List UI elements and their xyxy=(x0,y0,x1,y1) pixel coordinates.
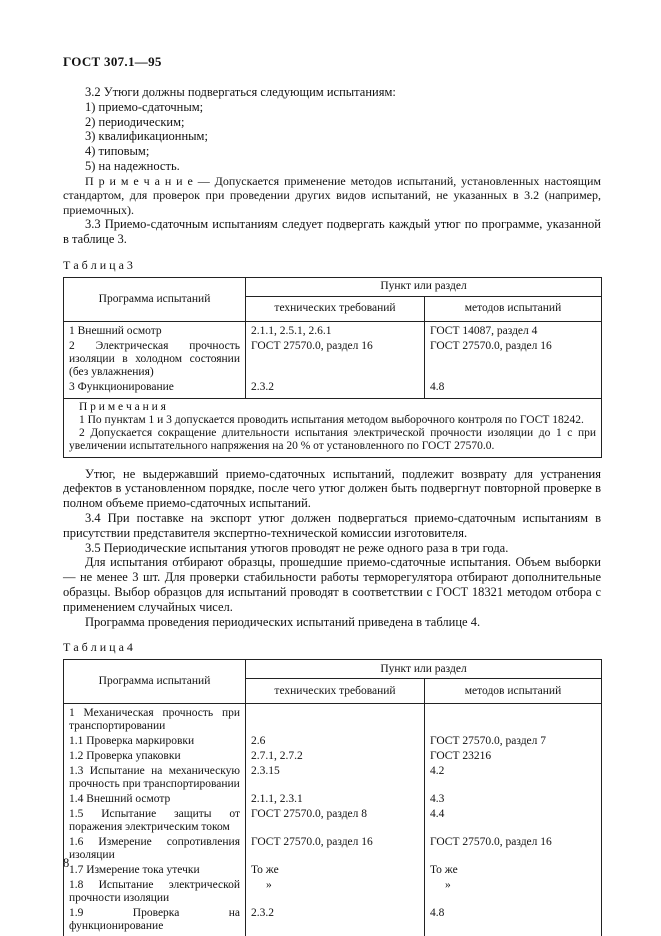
para-3-5: 3.5 Периодические испытания утюгов проводят не реже одного раза в три года. xyxy=(85,540,509,555)
cell-program: 1.2 Проверка упаковки xyxy=(64,749,246,764)
cell-method: ГОСТ 27570.0, раздел 16 xyxy=(425,835,602,863)
table-row xyxy=(64,764,602,792)
cell-tech: 2.1.1, 2.3.1 xyxy=(246,792,425,807)
cell-program: 1.9 Проверка на функционирование xyxy=(64,906,246,936)
table-row xyxy=(64,807,602,835)
cell-program: 1.6 Измерение сопротивления изоляции xyxy=(64,835,246,863)
table-row xyxy=(64,704,602,735)
list-item: 2) периодическим; xyxy=(85,114,185,129)
table-row xyxy=(64,863,602,878)
table-row xyxy=(64,835,602,863)
para-retest: Утюг, не выдержавший приемо-сдаточных испытаний, подлежит возврату для устранения дефектов в установленном порядке, после чего утюг должен быть подвергнут повторной проверке в полном объеме приемо-сдаточных испытаний. xyxy=(63,466,601,511)
cell-program: 1 Механическая прочность при транспортировании xyxy=(64,704,246,735)
table4-header-method: методов испытаний xyxy=(425,679,602,704)
test-types-list xyxy=(63,100,601,174)
cell-program: 1.4 Внешний осмотр xyxy=(64,792,246,807)
cell-method: ГОСТ 27570.0, раздел 7 xyxy=(425,734,602,749)
table-row xyxy=(64,339,602,380)
list-item: 5) на надежность. xyxy=(85,158,180,173)
cell-tech: 2.3.2 xyxy=(246,906,425,936)
cell-tech: То же xyxy=(246,863,425,878)
cell-tech: » xyxy=(246,878,425,906)
para-3-3: 3.3 Приемо-сдаточным испытаниям следует подвергать каждый утюг по программе, указанной в таблице 3. xyxy=(63,217,601,246)
table3-header-method: методов испытаний xyxy=(425,296,602,321)
cell-method: ГОСТ 14087, раздел 4 xyxy=(425,321,602,339)
list-item: 3) квалификационным; xyxy=(85,129,208,144)
page-number: 8 xyxy=(63,856,70,870)
table-row xyxy=(64,792,602,807)
table3-header-group: Пункт или раздел xyxy=(246,277,602,296)
cell-tech xyxy=(246,704,425,735)
table3 xyxy=(63,277,602,458)
cell-program: 1.3 Испытание на механическую прочность при транспортировании xyxy=(64,764,246,792)
cell-program: 2 Электрическая прочность изоляции в холодном состоянии (без увлажнения) xyxy=(64,339,246,380)
para-3-2-intro: 3.2 Утюги должны подвергаться следующим испытаниям: xyxy=(85,85,396,99)
table-row xyxy=(64,321,602,339)
table4-header-tech: технических требований xyxy=(246,679,425,704)
cell-method xyxy=(425,704,602,735)
table3-note: 2 Допускается сокращение длительности испытания электрической прочности изоляции до 1 с при увеличении испытательного напряжения на 20 % от установленного по ГОСТ 27570.0. xyxy=(69,426,597,452)
table-row xyxy=(64,734,602,749)
cell-tech: ГОСТ 27570.0, раздел 8 xyxy=(246,807,425,835)
cell-method: 4.8 xyxy=(425,906,602,936)
cell-tech: 2.3.2 xyxy=(246,380,425,399)
cell-program: 1.7 Измерение тока утечки xyxy=(64,863,246,878)
table3-header-program: Программа испытаний xyxy=(64,277,246,321)
table4 xyxy=(63,659,602,936)
cell-method: 4.4 xyxy=(425,807,602,835)
table3-header-tech: технических требований xyxy=(246,296,425,321)
para-note-3-2: П р и м е ч а н и е — Допускается применение методов испытаний, установленных настоящим стандартом, для проверок при проведении других видов испытаний, не указанных в 3.2 (например, приемочных). xyxy=(63,173,601,217)
cell-tech: 2.7.1, 2.7.2 xyxy=(246,749,425,764)
cell-tech: ГОСТ 27570.0, раздел 16 xyxy=(246,835,425,863)
para-table4-intro: Программа проведения периодических испытаний приведена в таблице 4. xyxy=(85,614,481,629)
cell-method: 4.2 xyxy=(425,764,602,792)
table-row xyxy=(64,380,602,399)
table3-notes xyxy=(64,398,602,457)
para-3-4: 3.4 При поставке на экспорт утюг должен подвергаться приемо-сдаточным испытаниям в присутствии представителя экспертно-технической комиссии изготовителя. xyxy=(63,510,601,540)
cell-tech: ГОСТ 27570.0, раздел 16 xyxy=(246,339,425,380)
table4-header-program: Программа испытаний xyxy=(64,660,246,704)
table3-caption: Т а б л и ц а 3 xyxy=(63,257,133,272)
cell-method: » xyxy=(425,878,602,906)
table-row xyxy=(64,906,602,936)
table3-notes-row xyxy=(64,398,602,457)
cell-program: 1.5 Испытание защиты от поражения электрическим током xyxy=(64,807,246,835)
list-item: 1) приемо-сдаточным; xyxy=(85,99,204,114)
cell-method: То же xyxy=(425,863,602,878)
cell-method: ГОСТ 27570.0, раздел 16 xyxy=(425,339,602,380)
cell-program: 3 Функционирование xyxy=(64,380,246,399)
cell-program: 1 Внешний осмотр xyxy=(64,321,246,339)
cell-tech: 2.1.1, 2.5.1, 2.6.1 xyxy=(246,321,425,339)
cell-tech: 2.6 xyxy=(246,734,425,749)
table-row xyxy=(64,878,602,906)
cell-method: 4.3 xyxy=(425,792,602,807)
cell-tech: 2.3.15 xyxy=(246,764,425,792)
table4-header-group: Пункт или раздел xyxy=(246,660,602,679)
cell-program: 1.8 Испытание электрической прочности изоляции xyxy=(64,878,246,906)
cell-method: ГОСТ 23216 xyxy=(425,749,602,764)
cell-program: 1.1 Проверка маркировки xyxy=(64,734,246,749)
table3-note: 1 По пунктам 1 и 3 допускается проводить испытания методом выборочного контроля по ГОСТ 18242. xyxy=(79,413,584,426)
doc-number: ГОСТ 307.1—95 xyxy=(63,54,162,69)
para-sampling: Для испытания отбирают образцы, прошедшие приемо-сдаточные испытания. Объем выборки — не менее 3 шт. Для проверки стабильности работы терморегулятора отбирают дополнительные образцы. Выбор образцов для испытаний проводят в соответствии с ГОСТ 18321 методом отбора с применением случайных чисел. xyxy=(63,555,601,614)
table-row xyxy=(64,749,602,764)
table3-notes-title: П р и м е ч а н и я xyxy=(79,400,166,413)
cell-method: 4.8 xyxy=(425,380,602,399)
list-item: 4) типовым; xyxy=(85,144,150,159)
table4-caption: Т а б л и ц а 4 xyxy=(63,640,133,655)
